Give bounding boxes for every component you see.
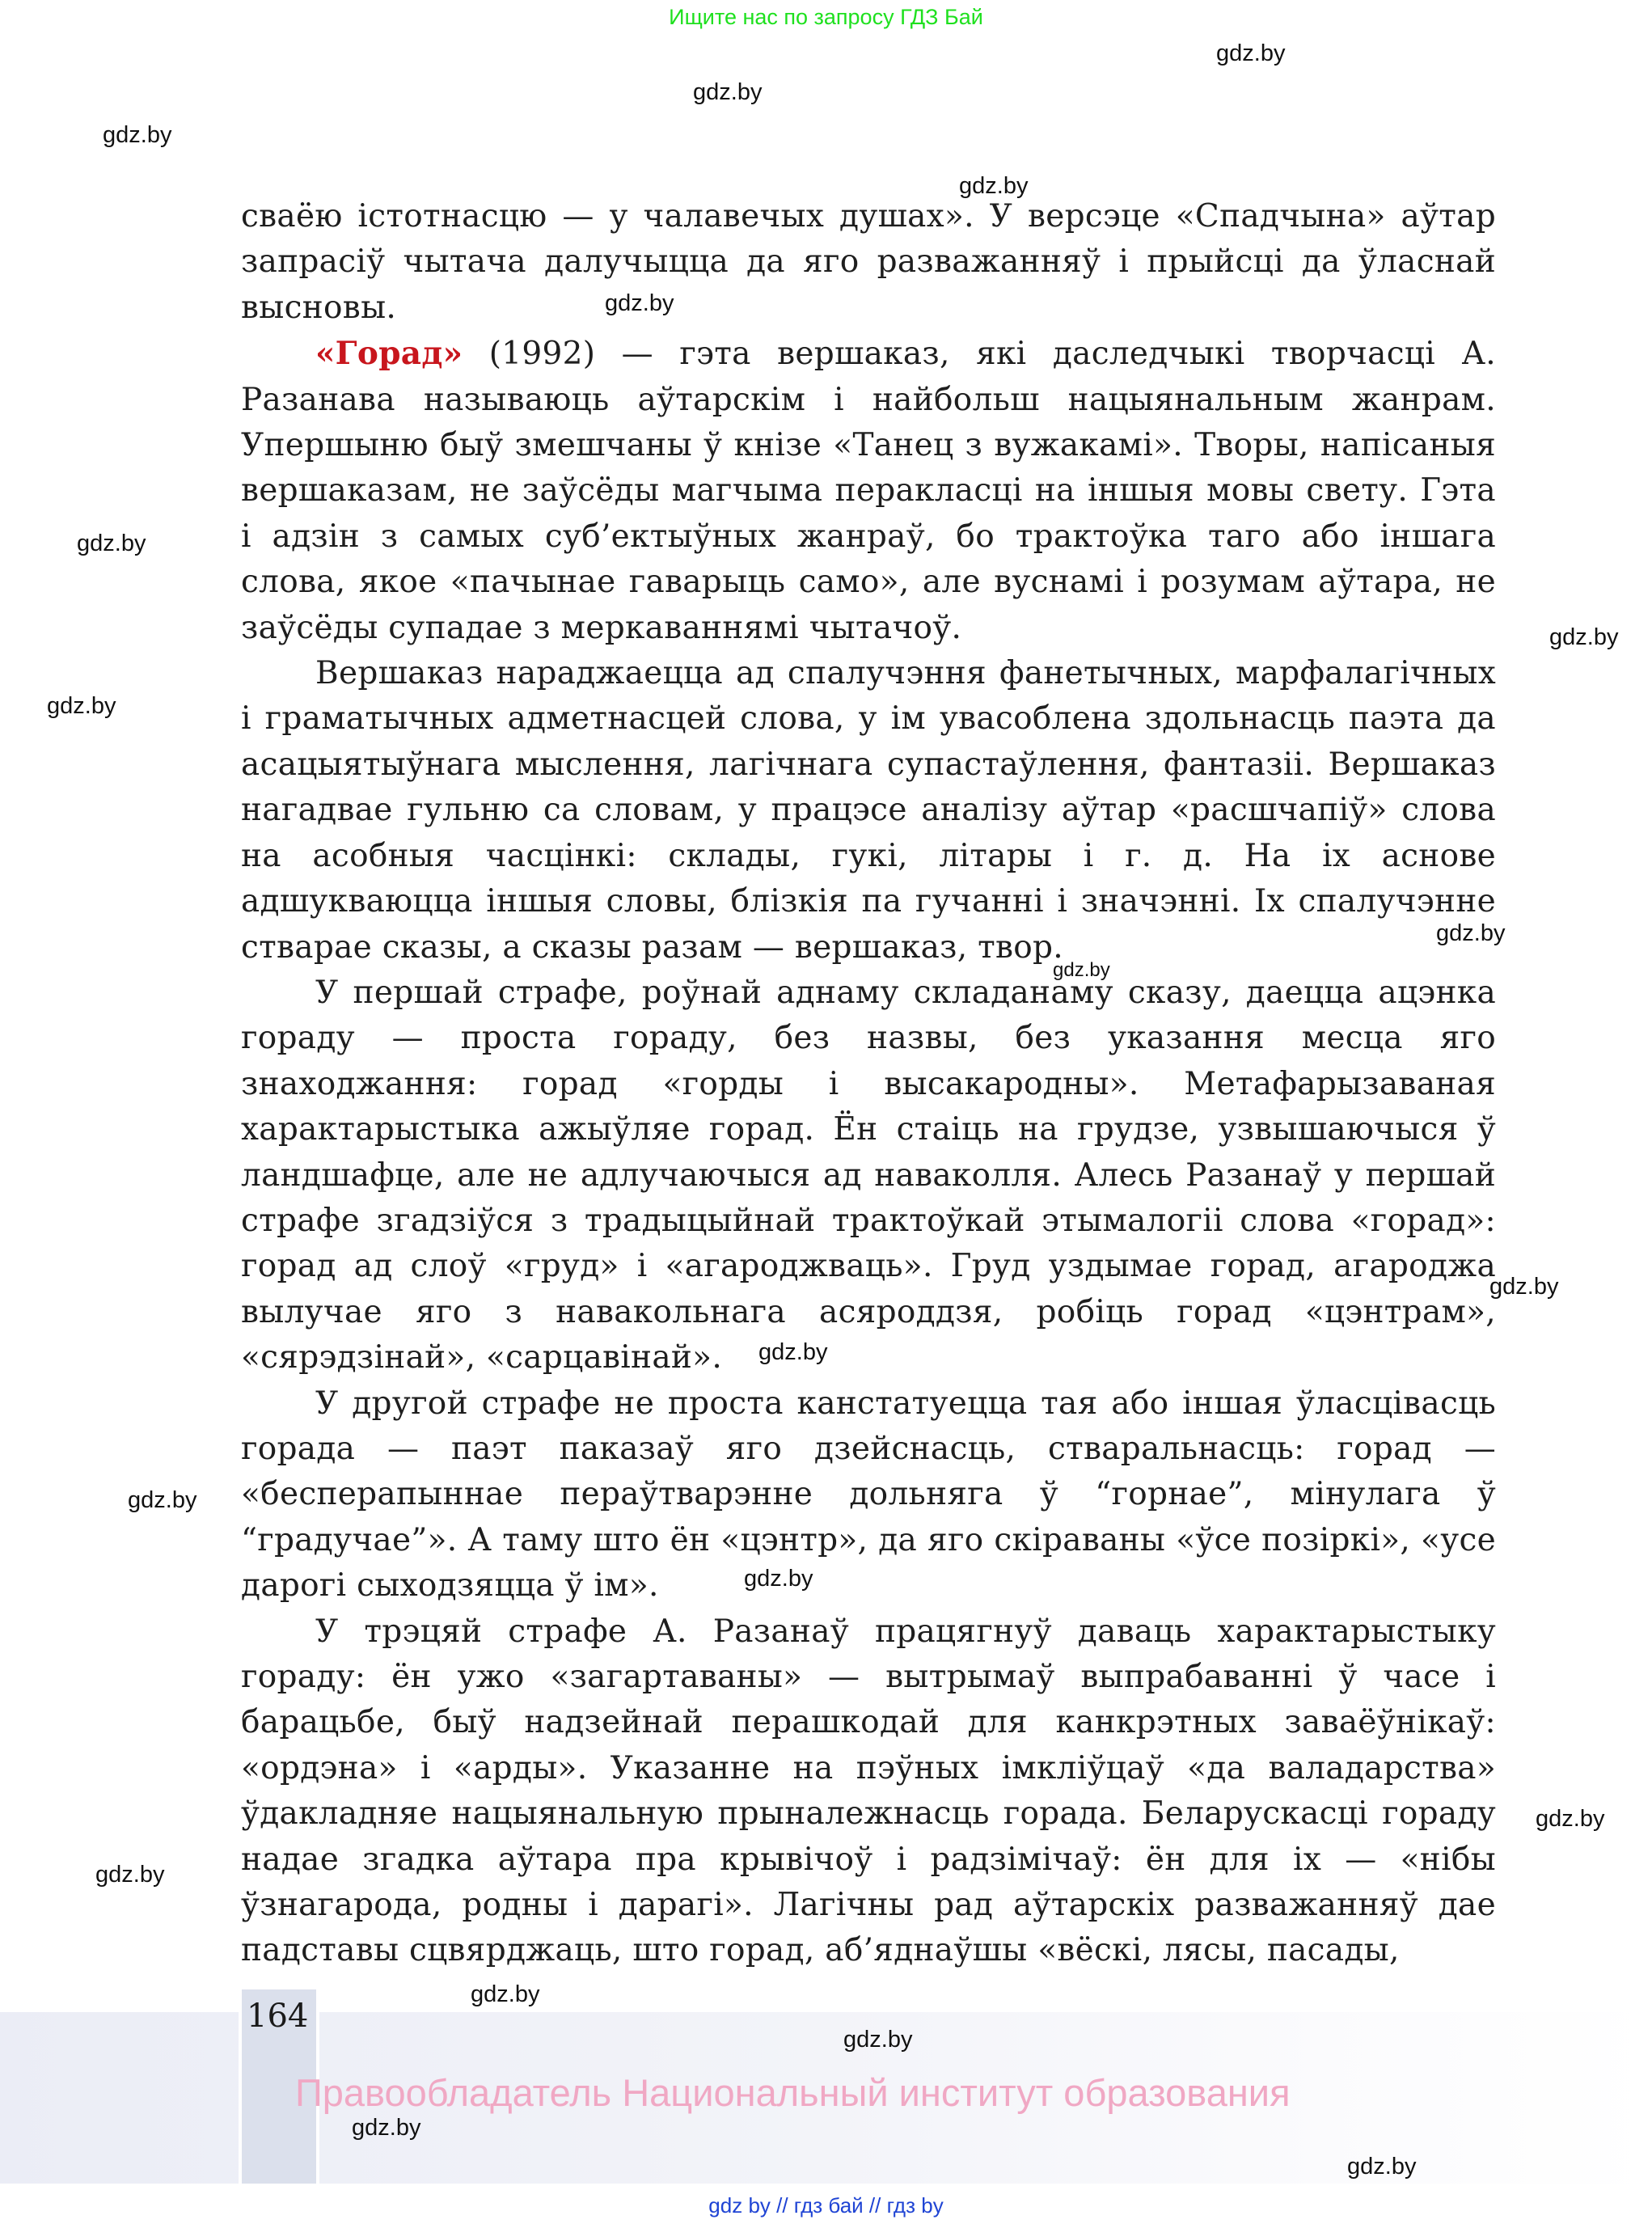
watermark: gdz.by: [1216, 40, 1286, 66]
watermark: gdz.by: [1347, 2154, 1417, 2180]
watermark: gdz.by: [103, 122, 172, 148]
work-title: «Горад»: [315, 335, 463, 373]
watermark: gdz.by: [605, 290, 674, 316]
bottom-links[interactable]: gdz by // гдз бай // гдз by: [708, 2193, 944, 2218]
watermark: gdz.by: [77, 531, 146, 556]
watermark: gdz.by: [1436, 920, 1506, 946]
paragraph-3: У першай страфе, роўнай аднаму складанаму сказу, даецца ацэнка гораду — проста гораду, без назвы, без указання месца яго знаходжання: горад «горды і высакародны». Метафарызаваная характарыстыка ажыўляе горад. Ён стаіць на грудзе, узвышаючыся ў ландшафце, але не адлучаючыся ад наваколля. Алесь Разанаў у першай страфе згадзіўся з традыцыйнай трактоўкай этымалогіі слова «горад»: горад ад слоў «груд» і «агароджваць». Груд уздымае горад, агароджа вылучае яго з навакольнага асяроддзя, робіць горад «цэнтрам», «сярэдзінай», «сарцавінай».: [241, 974, 1496, 1376]
watermark: gdz.by: [128, 1487, 197, 1513]
watermark: gdz.by: [352, 2115, 421, 2141]
watermark: gdz.by: [95, 1862, 165, 1888]
search-banner: Ищите нас по запросу ГДЗ Бай: [669, 5, 983, 29]
watermark: gdz.by: [1549, 624, 1619, 650]
paragraph-4: У другой страфе не проста канстатуецца тая або іншая ўласцівасць горада — паэт паказаў яго дзейснасць, стваральнасць: горад — «бесперапыннае пераўтварэнне дольняга ў “горнае”, мінулага ў “градучае”». А таму што ён «цэнтр», да яго скіраваны «ўсе позіркі», «усе дарогі сыходзяцца ў ім».: [241, 1385, 1496, 1605]
paragraph-1: [241, 331, 1496, 651]
watermark: gdz.by: [758, 1339, 828, 1365]
watermark: gdz.by: [1489, 1274, 1559, 1300]
document-body: [241, 194, 1496, 1974]
rights-holder-text: Правообладатель Национальный институт образования: [295, 2071, 1291, 2114]
paragraph-2: Вершаказ нараджаецца ад спалучэння фанетычных, марфалагічных і граматычных адметнасцей слова, у ім увасоблена здольнасць паэта да асацыятыўнага мыслення, лагічнага супастаўлення, фантазіі. Вершаказ нагадвае гульню са словам, у працэсе аналізу аўтар «расшчапіў» слова на асобныя часцінкі: склады, гукі, літары і г. д. На іх аснове адшукваюцца іншыя словы, блізкія па гучанні і значэнні. Іх спалучэнне стварае сказы, а сказы разам — вершаказ, твор.: [241, 655, 1496, 966]
watermark: gdz.by: [843, 2027, 913, 2053]
paragraph-5: У трэцяй страфе А. Разанаў працягнуў даваць характарыстыку гораду: ён ужо «загартаваны» — вытрымаў выпрабаванні ў часе і барацьбе, быў надзейнай перашкодай для канкрэтных заваёўнікаў: «ордэна» і «арды». Указанне на пэўных імкліўцаў «да валадарства» ўдакладняе нацыянальную прыналежнасць горада. Беларускасці гораду надае згадка аўтара пра крывічоў і радзімічаў: ён для іх — «нібы ўзнагарода, родны і дарагі». Лагічны рад аўтарскіх разважанняў дае падставы сцвярджаць, што горад, аб’яднаўшы «вёскі, лясы, пасады,: [241, 1613, 1496, 1969]
watermark: gdz.by: [959, 173, 1029, 199]
page-number: 164: [247, 1998, 309, 2035]
watermark: gdz.by: [693, 79, 763, 105]
watermark: gdz.by: [47, 693, 116, 719]
paragraph-0: сваёю істотнасцю — у чалавечых душах». У версэце «Спадчына» аўтар запрасіў чытача далучыцца да яго разважанняў і прыйсці да ўласнай высновы.: [241, 198, 1496, 326]
watermark: gdz.by: [1053, 959, 1110, 981]
watermark: gdz.by: [1536, 1806, 1605, 1832]
paragraph-1-text: (1992) — гэта вершаказ, які даследчыкі творчасці А. Разанава называюць аўтарскім і найбольш нацыянальным жанрам. Упершыню быў змешчаны ў кнізе «Танец з вужакамі». Творы, напісаныя вершаказам, не заўсёды магчыма перакласці на іншыя мовы свету. Гэта і адзін з самых суб’ектыўных жанраў, бо трактоўка таго або іншага слова, якое «пачынае гаварыць само», але вуснамі і розумам аўтара, не заўсёды супадае з меркаваннямі чытачоў.: [241, 336, 1496, 646]
watermark: gdz.by: [744, 1566, 813, 1592]
watermark: gdz.by: [471, 1981, 540, 2007]
